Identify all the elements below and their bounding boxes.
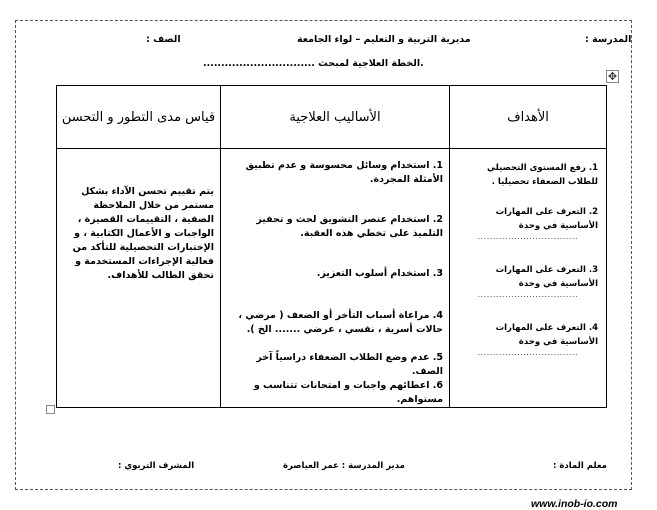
directorate-title: مديرية التربية و التعليم – لواء الجامعة <box>297 34 471 45</box>
plan-title-end: . <box>420 58 424 69</box>
method-item: 6. اعطائهم واجبات و امتحانات تتناسب و مستواهم. <box>253 380 443 405</box>
plan-title-text: الخطة العلاجية لمبحث ............................... <box>203 58 421 69</box>
method-item: 3. استخدام أسلوب التعزيز. <box>316 268 443 279</box>
methods-cell <box>221 149 450 408</box>
method-item: 4. مراعاة أسباب التأخر أو الضعف ( مرضي ، حالات أسرية ، نفسي ، عرضي ....... الخ ). <box>238 310 443 335</box>
method-item: 5. عدم وضع الطلاب الضعفاء دراسياً آخر الصف. <box>256 352 443 377</box>
goal-item: 3. التعرف على المهارات الأساسية في وحدة ................................. <box>477 265 598 299</box>
supervisor-label: المشرف التربوي : <box>118 461 195 471</box>
goal-item: 1. رفع المستوى التحصيلي للطلاب الضعفاء تحصيليا . <box>487 163 598 187</box>
grade-label: الصف : <box>146 34 181 45</box>
remedial-plan-table <box>56 85 607 408</box>
teacher-label: معلم المادة : <box>553 461 607 471</box>
goal-item: 4. التعرف على المهارات الأساسية في وحدة ................................. <box>477 323 598 357</box>
method-item: 2. استخدام عنصر التشويق لحث و تحفيز التلميذ على تخطي هذه العقبة. <box>256 214 443 239</box>
header-measurement: قياس مدى التطور و التحسن <box>57 86 221 149</box>
measurement-text: يتم تقييم تحسن الآداء بشكل مستمر من خلال الملاحظة الصفية ، التقييمات القصيرة ، الواجبات و الأعمال الكتابية ، و الإختبارات التحصيلية للتأكد من فعالية الإجراءات المستخدمة و تحقق الطالب للأهداف. <box>72 186 214 281</box>
header-goals: الأهداف <box>450 86 607 149</box>
website-watermark: www.inob-io.com <box>531 498 618 510</box>
principal-label: مدير المدرسة : عمر العياصرة <box>283 461 405 471</box>
plan-title <box>203 58 424 69</box>
measurement-cell <box>57 149 221 408</box>
goal-item: 2. التعرف على المهارات الأساسية في وحدة ................................. <box>477 207 598 241</box>
header-methods: الأساليب العلاجية <box>221 86 450 149</box>
goals-cell <box>450 149 607 408</box>
school-label: المدرسة : <box>585 34 632 45</box>
method-item: 1. استخدام وسائل محسوسة و عدم تطبيق الأمثلة المجردة. <box>245 160 443 185</box>
resize-handle-icon[interactable] <box>46 405 55 414</box>
move-handle-icon[interactable]: ✥ <box>607 70 618 83</box>
